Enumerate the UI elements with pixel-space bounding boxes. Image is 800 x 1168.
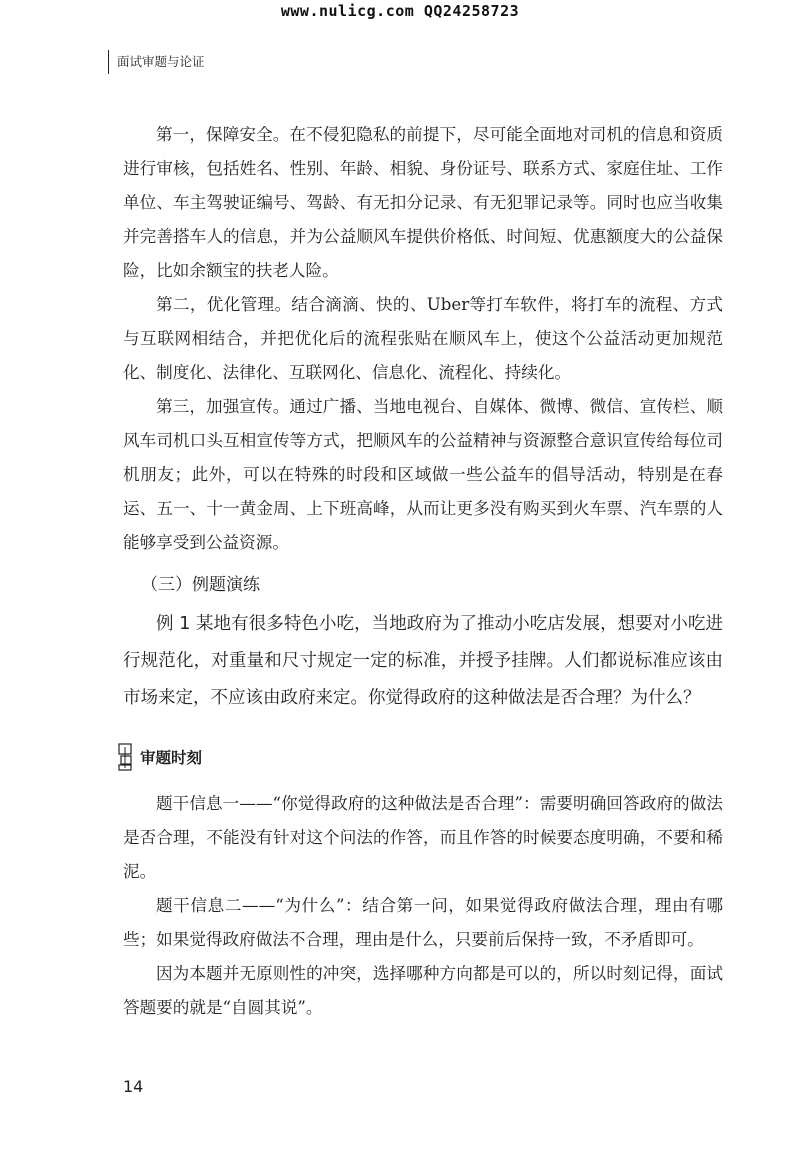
- analysis-paragraph-2: 题干信息二——“为什么”：结合第一问，如果觉得政府做法合理，理由有哪些；如果觉得政府做法不合理，理由是什么，只要前后保持一致，不矛盾即可。: [123, 896, 723, 949]
- analysis-paragraph-1: 题干信息一——“你觉得政府的这种做法是否合理”：需要明确回答政府的做法是否合理，不能没有针对这个问法的作答，而且作答的时候要态度明确，不要和稀泥。: [123, 794, 723, 881]
- audit-heading-title: 审题时刻: [140, 749, 203, 767]
- page-number: 14: [123, 1077, 144, 1096]
- page-content: [123, 118, 723, 1025]
- example-question: 例 1 某地有很多特色小吃，当地政府为了推动小吃店发展，想要对小吃进行规范化，对重量和尺寸规定一定的标准，并授予挂牌。人们都说标准应该由市场来定，不应该由政府来定。你觉得政府的这种做法是否合理？为什么？: [123, 614, 723, 708]
- section-heading: （三）例题演练: [141, 575, 260, 595]
- audit-heading: [118, 739, 723, 775]
- paragraph-safety: 第一，保障安全。在不侵犯隐私的前提下，尽可能全面地对司机的信息和资质进行审核，包括姓名、性别、年龄、相貌、身份证号、联系方式、家庭住址、工作单位、车主驾驶证编号、驾龄、有无扣分记录、有无犯罪记录等。同时也应当收集并完善搭车人的信息，并为公益顺风车提供价格低、时间短、优惠额度大的公益保险，比如余额宝的扶老人险。: [123, 125, 723, 280]
- paragraph-publicity: 第三，加强宣传。通过广播、当地电视台、自媒体、微博、微信、宣传栏、顺风车司机口头互相宣传等方式，把顺风车的公益精神与资源整合意识宣传给每位司机朋友；此外，可以在特殊的时段和区域做一些公益车的倡导活动，特别是在春运、五一、十一黄金周、上下班高峰，从而让更多没有购买到火车票、汽车票的人能够享受到公益资源。: [123, 397, 723, 552]
- bracket-box-icon: [118, 743, 134, 771]
- paragraph-management: 第二，优化管理。结合滴滴、快的、Uber等打车软件，将打车的流程、方式与互联网相结合，并把优化后的流程张贴在顺风车上，使这个公益活动更加规范化、制度化、法律化、互联网化、信息化、流程化、持续化。: [123, 295, 723, 382]
- watermark-text: www.nulicg.com QQ24258723: [280, 2, 520, 20]
- analysis-paragraph-3: 因为本题并无原则性的冲突，选择哪种方向都是可以的，所以时刻记得，面试答题要的就是“自圆其说”。: [123, 964, 723, 1017]
- running-header-title: 面试审题与论证: [108, 50, 205, 74]
